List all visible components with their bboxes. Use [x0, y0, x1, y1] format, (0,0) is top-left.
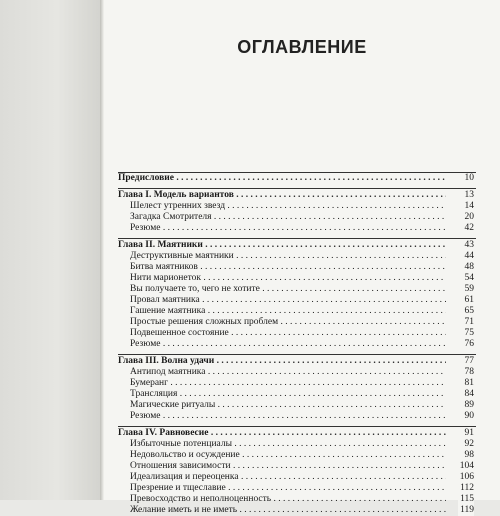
toc-page-number: 104: [459, 461, 474, 471]
toc-section-row: [118, 284, 476, 295]
toc-entry-title: Глава III. Волна удачи . . .: [118, 356, 446, 367]
toc-chapter-row: [118, 428, 476, 439]
toc-section-row: [118, 378, 476, 389]
chapter-separator: [118, 234, 476, 239]
toc-entry-title: Превосходство и неполноценность . . .: [130, 494, 446, 505]
toc-page-number: 76: [464, 339, 474, 349]
table-of-contents: [118, 172, 476, 516]
toc-page-number: 61: [464, 295, 474, 305]
toc-section-row: [118, 317, 476, 328]
toc-entry-title: Нити марионеток . . .: [130, 273, 446, 284]
toc-entry-title: Презрение и тщеславие . . .: [130, 483, 446, 494]
toc-page-number: 92: [464, 439, 474, 449]
toc-page-number: 54: [464, 273, 474, 283]
toc-section-row: [118, 306, 476, 317]
toc-chapter-row: [118, 190, 476, 201]
toc-section-row: [118, 483, 476, 494]
toc-entry-title: Недовольство и осуждение . . .: [130, 450, 446, 461]
toc-section-row: [118, 472, 476, 483]
toc-section-row: [118, 505, 476, 516]
toc-section-row: [118, 461, 476, 472]
toc-page-number: 48: [464, 262, 474, 272]
toc-page-number: 14: [464, 201, 474, 211]
toc-entry-title: Желание иметь и не иметь . . .: [130, 505, 446, 516]
toc-page-number: 84: [464, 389, 474, 399]
toc-entry-title: Вы получаете то, чего не хотите . . .: [130, 284, 446, 295]
toc-page-number: 119: [460, 505, 474, 515]
toc-page-number: 81: [464, 378, 474, 388]
toc-page-number: 91: [464, 428, 474, 438]
toc-section-row: [118, 389, 476, 400]
toc-section-row: [118, 212, 476, 223]
toc-entry-title: Шелест утренних звезд . . .: [130, 201, 446, 212]
toc-entry-title: Предисловие . . .: [118, 173, 446, 184]
toc-chapter-row: [118, 356, 476, 367]
toc-entry-title: Резюме . . .: [130, 411, 446, 422]
toc-section-row: [118, 400, 476, 411]
toc-entry-title: Идеализация и переоценка . . .: [130, 472, 446, 483]
toc-entry-title: Глава II. Маятники . . .: [118, 240, 446, 251]
toc-page-number: 75: [464, 328, 474, 338]
toc-entry-title: Резюме . . .: [130, 339, 446, 350]
toc-entry-title: Простые решения сложных проблем . . .: [130, 317, 446, 328]
toc-entry-title: Резюме . . .: [130, 223, 446, 234]
toc-section-row: [118, 223, 476, 234]
toc-section-row: [118, 439, 476, 450]
toc-section-row: [118, 273, 476, 284]
toc-page-number: 77: [464, 356, 474, 366]
previous-page-edge: [0, 0, 104, 500]
toc-entry-title: Провал маятника . . .: [130, 295, 446, 306]
toc-section-row: [118, 328, 476, 339]
toc-page-number: 43: [464, 240, 474, 250]
toc-entry-title: Подвешенное состояние . . .: [130, 328, 446, 339]
toc-entry-title: Глава IV. Равновесие . . .: [118, 428, 446, 439]
toc-page-number: 65: [464, 306, 474, 316]
toc-page-number: 78: [464, 367, 474, 377]
toc-page-number: 115: [460, 494, 474, 504]
toc-page-number: 13: [464, 190, 474, 200]
toc-entry-title: Гашение маятника . . .: [130, 306, 446, 317]
toc-chapter-row: [118, 240, 476, 251]
toc-entry-title: Деструктивные маятники . . .: [130, 251, 446, 262]
toc-page-number: 112: [460, 483, 474, 493]
toc-page-number: 42: [464, 223, 474, 233]
toc-section-row: [118, 367, 476, 378]
toc-entry-title: Антипод маятника . . .: [130, 367, 446, 378]
page-title: ОГЛАВЛЕНИЕ: [237, 37, 367, 57]
toc-section-row: [118, 201, 476, 212]
toc-entry-title: Трансляция . . .: [130, 389, 446, 400]
chapter-separator: [118, 184, 476, 189]
toc-section-row: [118, 251, 476, 262]
toc-page-number: 71: [464, 317, 474, 327]
toc-section-row: [118, 450, 476, 461]
book-page: [104, 0, 500, 515]
toc-page-number: 10: [464, 173, 474, 183]
toc-section-row: [118, 262, 476, 273]
toc-entry-title: Отношения зависимости . . .: [130, 461, 446, 472]
toc-section-row: [118, 339, 476, 350]
chapter-separator: [118, 422, 476, 427]
toc-section-row: [118, 411, 476, 422]
toc-entry-title: Бумеранг . . .: [130, 378, 446, 389]
toc-page-number: 20: [464, 212, 474, 222]
toc-page-number: 90: [464, 411, 474, 421]
toc-page-number: 98: [464, 450, 474, 460]
toc-section-row: [118, 295, 476, 306]
toc-page-number: 106: [459, 472, 474, 482]
toc-page-number: 89: [464, 400, 474, 410]
toc-page-number: 59: [464, 284, 474, 294]
toc-entry-title: Загадка Смотрителя . . .: [130, 212, 446, 223]
toc-entry-title: Глава I. Модель вариантов . . .: [118, 190, 446, 201]
toc-chapter-row: [118, 173, 476, 184]
toc-page-number: 44: [464, 251, 474, 261]
chapter-separator: [118, 350, 476, 355]
toc-entry-title: Битва маятников . . .: [130, 262, 446, 273]
toc-entry-title: Магические ритуалы . . .: [130, 400, 446, 411]
toc-entry-title: Избыточные потенциалы . . .: [130, 439, 446, 450]
